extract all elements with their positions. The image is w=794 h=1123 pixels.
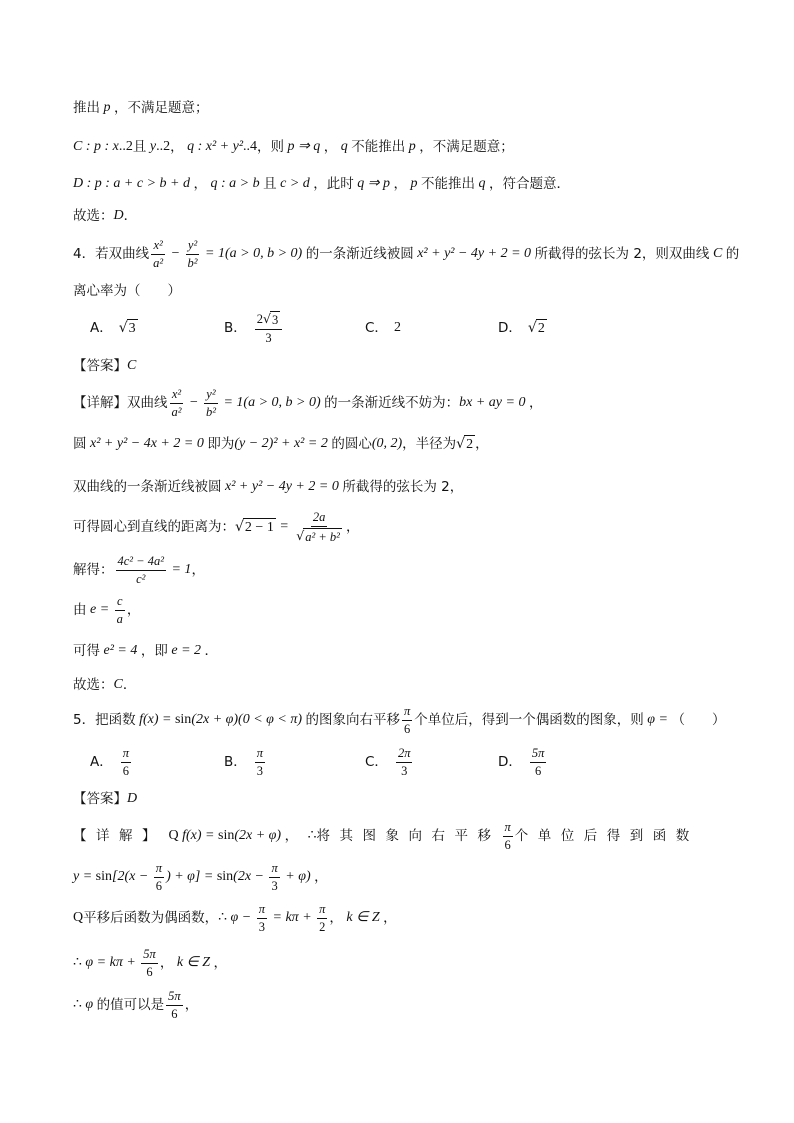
text-run: 的一条渐近线被圆 <box>305 245 414 262</box>
text-run: 由 <box>73 601 87 618</box>
fraction <box>204 387 218 420</box>
text-run: 故选： <box>73 207 114 224</box>
math-symbol: 6 <box>122 763 129 778</box>
math-run: (0, 2) <box>371 435 403 451</box>
math-run: C <box>709 245 726 261</box>
numerator <box>255 311 282 330</box>
math-run: q ⇒ p <box>353 175 394 191</box>
text-run: ， <box>393 175 408 192</box>
option-a <box>90 742 133 782</box>
denominator <box>399 763 409 779</box>
math-symbol: 2 <box>537 320 545 336</box>
text-run: 的图象向右平移 <box>305 711 401 728</box>
numerator <box>204 387 217 404</box>
math-run: π <box>504 819 511 834</box>
radicand <box>270 311 280 328</box>
math-symbol: 3 <box>258 919 265 934</box>
text-run: ，则 <box>257 138 285 155</box>
fraction <box>166 989 183 1022</box>
fraction <box>257 902 267 935</box>
math-run: a² + b² <box>305 529 340 544</box>
text-run: ， <box>193 175 207 192</box>
numerator <box>170 387 183 404</box>
explanation-label: 【详解】 <box>73 394 127 411</box>
math-run: y² <box>187 237 198 252</box>
text-line <box>73 779 137 819</box>
text-run: ， <box>213 954 228 971</box>
numerator <box>166 989 183 1006</box>
fraction <box>255 746 265 779</box>
math-symbol: ∴ <box>73 954 82 970</box>
numerator <box>116 554 166 571</box>
radicand <box>127 319 138 338</box>
math-run: x² + y² − 4x + 2 = 0 <box>86 435 208 451</box>
text-run: 可得圆心到直线的距离为： <box>73 518 235 535</box>
square-root <box>263 311 280 328</box>
fraction <box>269 861 279 894</box>
math-symbol: Q <box>165 827 183 843</box>
option-label: B． <box>224 753 247 770</box>
text-run: ， <box>126 601 141 618</box>
math-symbol: 2 <box>393 319 401 335</box>
radicand <box>536 319 547 338</box>
denominator <box>317 919 327 935</box>
math-symbol: 6 <box>155 878 163 893</box>
denominator <box>402 721 412 737</box>
text-line <box>73 943 227 983</box>
option-d <box>498 742 548 782</box>
math-run: c <box>117 593 123 608</box>
math-symbol: 3 <box>256 763 264 778</box>
text-run: 圆 <box>73 435 87 452</box>
text-run: （ ） <box>671 711 726 728</box>
math-symbol: 6 <box>171 1006 178 1021</box>
denominator <box>269 878 279 894</box>
text-line <box>73 164 570 204</box>
text-line <box>73 590 140 630</box>
denominator <box>533 763 543 779</box>
denominator <box>294 527 344 545</box>
numerator <box>402 704 412 721</box>
math-run: (2x + φ)(0 < φ < π) <box>191 711 306 727</box>
text-run: ， <box>314 868 328 885</box>
math-run: e = 2 <box>167 642 205 658</box>
math-run: [2(x − <box>112 868 152 884</box>
math-run: = 1(a > 0, b > 0) <box>219 394 325 410</box>
math-run: b² <box>187 255 198 270</box>
math-run: b² <box>205 404 216 419</box>
text-run: 所截得的弦长为 2， <box>342 478 464 495</box>
text-run: ，半径为 <box>402 435 457 452</box>
text-run: 双曲线 <box>127 394 168 411</box>
option-b <box>224 308 284 348</box>
denominator <box>257 919 267 935</box>
numerator <box>530 746 547 763</box>
math-run: π <box>404 703 411 718</box>
square-root <box>119 319 138 338</box>
text-line <box>73 383 542 423</box>
text-run: ，即 <box>140 642 168 659</box>
radicand <box>464 435 475 454</box>
math-symbol: 2 − 1 <box>244 519 274 535</box>
math-run: 2π <box>397 745 411 760</box>
denominator <box>115 611 125 627</box>
denominator <box>121 763 131 779</box>
text-run: ， <box>191 561 205 578</box>
option-b <box>224 742 267 782</box>
text-run: ． <box>122 676 137 693</box>
math-run: D : p : a + c > b + d <box>73 175 194 191</box>
math-symbol: Q <box>73 909 84 925</box>
math-symbol: 3 <box>265 330 272 345</box>
text-line <box>73 196 137 236</box>
text-run: 所截得的弦长为 2，则双曲线 <box>534 245 710 262</box>
math-run: π <box>256 745 264 760</box>
explanation-label: 【详解】 <box>73 827 165 844</box>
math-run: C : p : x <box>73 138 119 154</box>
denominator <box>134 571 147 587</box>
math-run: q : x² + y² <box>183 138 244 154</box>
text-run: ， <box>159 954 174 971</box>
text-line <box>73 898 397 938</box>
math-run: 5π <box>531 745 545 760</box>
numerator <box>154 861 164 878</box>
math-run: x² <box>171 386 182 401</box>
math-symbol: 2 <box>319 919 326 934</box>
math-run: π <box>155 860 163 875</box>
text-run: ，此时 <box>313 175 354 192</box>
fraction <box>121 746 131 779</box>
denominator <box>263 330 273 346</box>
option-label: D． <box>498 319 522 336</box>
fraction <box>396 746 413 779</box>
text-line <box>73 700 726 740</box>
fraction <box>294 510 344 545</box>
text-run: 离心率为（ ） <box>73 282 181 299</box>
answer-label: 【答案】 <box>73 357 127 374</box>
option-label: B． <box>224 319 247 336</box>
math-symbol: ∴ <box>73 996 82 1012</box>
math-run: (2x + φ) <box>234 827 285 843</box>
math-run: (2x − <box>233 868 268 884</box>
option-label: A． <box>90 319 113 336</box>
math-run: a² <box>153 255 164 270</box>
math-run: a² <box>171 404 182 419</box>
math-symbol: 6 <box>146 964 153 979</box>
fraction <box>141 947 158 980</box>
math-run: φ = <box>643 711 672 727</box>
text-line <box>73 346 136 386</box>
text-run: ， <box>345 518 360 535</box>
radicand <box>303 528 342 545</box>
text-run: ， <box>329 909 343 926</box>
fraction <box>503 820 513 853</box>
numerator <box>186 238 199 255</box>
square-root <box>456 435 475 454</box>
math-run: y = <box>73 868 96 884</box>
denominator <box>255 763 265 779</box>
denominator <box>186 255 200 271</box>
denominator <box>144 964 154 980</box>
fraction <box>151 238 165 271</box>
option-a <box>90 308 138 348</box>
math-run: + φ) <box>281 868 315 884</box>
answer-options <box>73 308 673 348</box>
text-run: 的圆心 <box>331 435 372 452</box>
math-run: q : a > b <box>207 175 264 191</box>
numerator <box>141 947 158 964</box>
text-line <box>73 857 328 897</box>
denominator <box>204 404 218 420</box>
math-run: φ = kπ + <box>81 954 140 970</box>
math-symbol: sin <box>218 827 235 843</box>
text-line <box>73 424 489 464</box>
text-run: ， <box>170 138 184 155</box>
math-run: C <box>113 676 123 692</box>
math-run: y² <box>206 386 216 401</box>
math-run: = <box>275 518 293 534</box>
text-run: ， <box>528 394 543 411</box>
text-run: ． <box>204 642 219 659</box>
text-run: 且 <box>132 138 147 155</box>
math-run: f(x) = <box>135 711 175 727</box>
option-c <box>365 308 401 348</box>
text-line <box>73 234 739 274</box>
math-run: φ − <box>227 909 255 925</box>
option-d <box>498 308 547 348</box>
math-run: k ∈ Z <box>173 954 214 970</box>
text-run: 推出 <box>73 99 100 116</box>
math-run: p <box>100 99 114 115</box>
math-symbol: 6 <box>404 721 411 736</box>
option-label: C． <box>365 319 388 336</box>
text-line <box>73 88 209 128</box>
math-run: ) + φ] = <box>166 868 217 884</box>
text-line <box>73 467 463 507</box>
math-run: q <box>337 138 352 154</box>
math-symbol: ∴ <box>307 827 317 843</box>
math-symbol: ..2 <box>118 138 133 154</box>
square-root <box>528 319 547 338</box>
math-symbol: 6 <box>504 837 511 852</box>
denominator <box>154 878 164 894</box>
math-symbol: ..4 <box>243 138 258 154</box>
math-symbol: ..2 <box>156 138 171 154</box>
math-run: p ⇒ q <box>284 138 324 154</box>
answer-label: 【答案】 <box>73 790 127 807</box>
math-run: C <box>127 357 137 373</box>
text-line <box>73 507 359 547</box>
math-run: k ∈ Z <box>342 909 384 925</box>
math-run: φ <box>81 996 97 1012</box>
math-run: f(x) = <box>182 827 218 843</box>
text-run: 可得 <box>73 642 100 659</box>
fraction <box>154 861 164 894</box>
answer-options <box>73 742 673 782</box>
math-run: D <box>113 207 124 223</box>
fraction <box>317 902 327 935</box>
fraction <box>402 704 412 737</box>
math-run: 5π <box>168 988 181 1003</box>
text-line <box>73 985 198 1025</box>
text-run: 个单位后得到函数 <box>514 827 699 844</box>
math-run: e = <box>86 601 113 617</box>
math-run: (y − 2)² + x² = 2 <box>234 435 332 451</box>
text-run: 个单位后，得到一个偶函数的图象，则 <box>414 711 644 728</box>
math-run: p <box>407 175 422 191</box>
math-run: 5π <box>143 946 156 961</box>
math-run: π <box>319 901 326 916</box>
text-run: ， <box>323 138 338 155</box>
denominator <box>169 1006 179 1022</box>
math-symbol: 2 <box>256 311 264 326</box>
text-line <box>73 271 181 311</box>
text-line <box>73 127 514 167</box>
numerator <box>121 746 131 763</box>
text-run: ，不满足题意； <box>114 99 209 116</box>
math-symbol: sin <box>174 711 192 727</box>
math-run: c > d <box>276 175 314 191</box>
text-run: 平移后函数为偶函数， <box>83 909 219 926</box>
math-run: = kπ + <box>269 909 316 925</box>
text-line <box>73 816 699 856</box>
text-run: 双曲线的一条渐近线被圆 <box>73 478 222 495</box>
math-run: D <box>127 790 138 806</box>
option-c <box>365 742 414 782</box>
text-run: ． <box>123 207 138 224</box>
math-symbol: ∴ <box>218 909 228 925</box>
math-run: − <box>185 394 202 410</box>
math-run: = 1(a > 0, b > 0) <box>201 245 306 261</box>
fraction <box>116 554 166 587</box>
math-run: π <box>258 901 266 916</box>
numerator <box>257 902 267 919</box>
math-run: q <box>475 175 490 191</box>
math-symbol: 3 <box>271 878 278 893</box>
fraction <box>255 311 282 346</box>
math-run: 4c² − 4a² <box>117 553 164 568</box>
math-run: π <box>122 745 130 760</box>
numerator <box>255 746 265 763</box>
numerator <box>396 746 413 763</box>
text-run: ， <box>184 996 199 1013</box>
text-run: 故选： <box>73 676 114 693</box>
text-run: 不能推出 <box>421 175 476 192</box>
math-run: x² <box>153 237 163 252</box>
text-run: 且 <box>263 175 277 192</box>
text-run: 不能推出 <box>351 138 406 155</box>
text-run: 解得： <box>73 561 114 578</box>
math-run: π <box>271 860 278 875</box>
math-run: 2a <box>312 509 326 524</box>
numerator <box>503 820 513 837</box>
math-symbol: 3 <box>271 312 279 327</box>
text-run: 的值可以是 <box>96 996 165 1013</box>
denominator <box>503 837 513 853</box>
math-run: p <box>405 138 420 154</box>
text-run: 即为 <box>207 435 235 452</box>
fraction <box>170 387 184 420</box>
numerator <box>151 238 164 255</box>
math-symbol: 3 <box>401 763 408 778</box>
math-run: bx + ay = 0 <box>459 394 529 410</box>
text-run: ， <box>383 909 397 926</box>
math-run: − <box>167 245 184 261</box>
text-run: 的 <box>725 245 740 262</box>
text-line <box>73 550 205 590</box>
math-run: c² <box>136 571 146 586</box>
square-root <box>235 518 276 537</box>
fraction <box>115 594 125 627</box>
text-run: 5．把函数 <box>73 711 136 728</box>
math-symbol: 2 <box>466 436 474 452</box>
numerator <box>317 902 327 919</box>
text-run: 将其图象向右平移 <box>316 827 501 844</box>
math-run: a <box>116 611 123 626</box>
math-symbol: sin <box>95 868 113 884</box>
math-symbol: 6 <box>535 763 542 778</box>
fraction <box>186 238 200 271</box>
numerator <box>311 510 328 527</box>
math-run: x² + y² − 4y + 2 = 0 <box>221 478 343 494</box>
option-label: A． <box>90 753 113 770</box>
math-run: = 1 <box>167 561 192 577</box>
text-run: ，不满足题意； <box>419 138 514 155</box>
math-symbol: sin <box>216 868 234 884</box>
numerator <box>115 594 125 611</box>
text-run: 4．若双曲线 <box>73 245 150 262</box>
fraction <box>530 746 547 779</box>
radicand <box>243 518 276 537</box>
square-root <box>296 528 342 545</box>
text-run: ，符合题意． <box>489 175 571 192</box>
math-symbol: 3 <box>128 320 136 336</box>
math-run: e² = 4 <box>100 642 141 658</box>
math-run: y <box>146 138 157 154</box>
option-label: C． <box>365 753 388 770</box>
option-label: D． <box>498 753 522 770</box>
math-run: x² + y² − 4y + 2 = 0 <box>413 245 535 261</box>
numerator <box>269 861 279 878</box>
text-run: 的一条渐近线不妨为： <box>324 394 460 411</box>
text-line <box>73 665 136 705</box>
denominator <box>170 404 184 420</box>
denominator <box>151 255 165 271</box>
text-run: ， <box>475 435 489 452</box>
text-run: ， <box>284 827 308 844</box>
